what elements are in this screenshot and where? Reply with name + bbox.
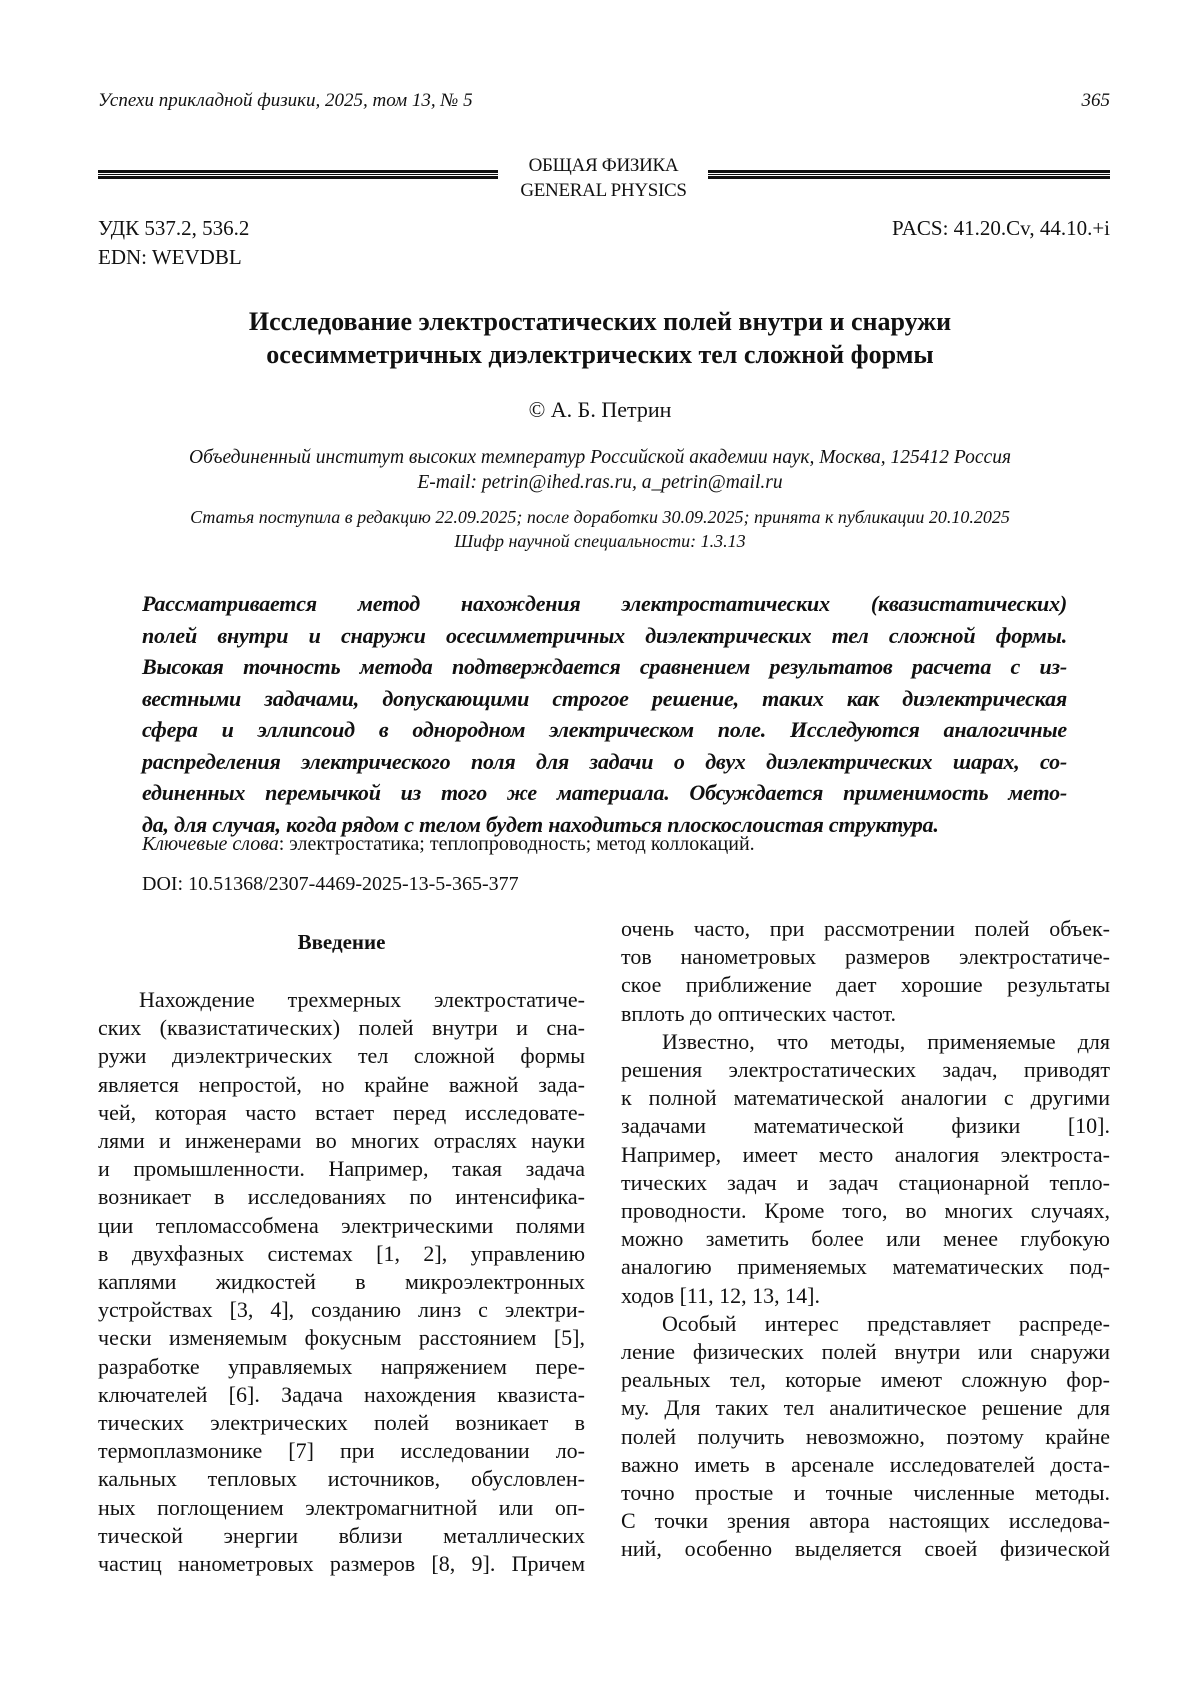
article-title <box>0 305 1200 371</box>
left-column <box>98 986 585 1578</box>
text-line: полей внутри и снаружи осесимметричных диэлектрических тел сложной формы. <box>142 620 1067 652</box>
text-line: точно простые и точные численные методы. <box>621 1479 1110 1507</box>
text-line: сфера и эллипсоид в однородном электрическом поле. Исследуются аналогичные <box>142 714 1067 746</box>
text-line: вестными задачами, допускающими строгое решение, таких как диэлектрическая <box>142 683 1067 715</box>
paragraph <box>621 915 1110 1028</box>
keywords <box>142 833 755 856</box>
text-line: в двухфазных системах [1, 2], управлению <box>98 1240 585 1268</box>
text-line: каплями жидкостей в микроэлектронных <box>98 1268 585 1296</box>
text-line: единенных перемычкой из того же материала. Обсуждается применимость мето- <box>142 777 1067 809</box>
text-line: му. Для таких тел аналитическое решение для <box>621 1394 1110 1422</box>
section-rule-right <box>708 170 1110 179</box>
edn: EDN: WEVDBL <box>98 243 249 272</box>
text-line: Известно, что методы, применяемые для <box>621 1028 1110 1056</box>
text-line: тических задач и задач стационарной тепло- <box>621 1169 1110 1197</box>
udk: УДК 537.2, 536.2 <box>98 214 249 243</box>
text-line: Рассматривается метод нахождения электростатических (квазистатических) <box>142 588 1067 620</box>
text-line: тов нанометровых размеров электростатиче- <box>621 943 1110 971</box>
paragraph <box>621 1028 1110 1310</box>
text-line: ключателей [6]. Задача нахождения квазиста- <box>98 1381 585 1409</box>
text-line: ление физических полей внутри или снаружи <box>621 1338 1110 1366</box>
paragraph <box>621 1310 1110 1564</box>
text-line: Нахождение трехмерных электростатиче- <box>98 986 585 1014</box>
text-line: ское приближение дает хорошие результаты <box>621 971 1110 999</box>
paragraph <box>142 588 1067 840</box>
email-line: E-mail: petrin@ihed.ras.ru, a_petrin@mail.ru <box>0 470 1200 495</box>
section-ru: ОБЩАЯ ФИЗИКА <box>500 153 707 178</box>
text-line: чей, которая часто встает перед исследовате- <box>98 1099 585 1127</box>
title-line: осесимметричных диэлектрических тел сложной формы <box>0 338 1200 371</box>
text-line: Высокая точность метода подтверждается сравнением результатов расчета с из- <box>142 651 1067 683</box>
text-line: очень часто, при рассмотрении полей объек- <box>621 915 1110 943</box>
text-line: ружи диэлектрических тел сложной формы <box>98 1042 585 1070</box>
text-line: ходов [11, 12, 13, 14]. <box>621 1282 1110 1310</box>
doi: DOI: 10.51368/2307-4469-2025-13-5-365-377 <box>142 873 519 896</box>
text-line: С точки зрения автора настоящих исследова- <box>621 1507 1110 1535</box>
text-line: проводности. Кроме того, во многих случаях, <box>621 1197 1110 1225</box>
text-line: разработке управляемых напряжением пере- <box>98 1353 585 1381</box>
text-line: вплоть до оптических частот. <box>621 1000 1110 1028</box>
pacs: PACS: 41.20.Cv, 44.10.+i <box>892 214 1110 243</box>
text-line: к полной математической аналогии с другими <box>621 1084 1110 1112</box>
running-header <box>98 90 1110 112</box>
text-line: ских (квазистатических) полей внутри и сна- <box>98 1014 585 1042</box>
specialty-line: Шифр научной специальности: 1.3.13 <box>0 529 1200 553</box>
text-line: устройствах [3, 4], созданию линз с электри- <box>98 1296 585 1324</box>
section-rule-left <box>98 170 498 179</box>
text-line: Особый интерес представляет распреде- <box>621 1310 1110 1338</box>
text-line: распределения электрического поля для задачи о двух диэлектрических шарах, со- <box>142 746 1067 778</box>
text-line: можно заметить более или менее глубокую <box>621 1225 1110 1253</box>
intro-heading: Введение <box>98 930 585 955</box>
text-line: решения электростатических задач, приводят <box>621 1056 1110 1084</box>
text-line: и промышленности. Например, такая задача <box>98 1155 585 1183</box>
text-line: да, для случая, когда рядом с телом будет находиться плоскослоистая структура. <box>142 809 1067 841</box>
text-line: частиц нанометровых размеров [8, 9]. Причем <box>98 1550 585 1578</box>
text-line: ных поглощением электромагнитной или оп- <box>98 1494 585 1522</box>
text-line: ний, особенно выделяется своей физической <box>621 1535 1110 1563</box>
text-line: является непростой, но крайне важной зада- <box>98 1071 585 1099</box>
dates-line: Статья поступила в редакцию 22.09.2025; после доработки 30.09.2025; принята к публикации 20.10.2025 <box>0 505 1200 529</box>
text-line: кальных тепловых источников, обусловлен- <box>98 1465 585 1493</box>
text-line: полей получить невозможно, поэтому крайне <box>621 1423 1110 1451</box>
article-dates <box>0 505 1200 553</box>
section-label <box>500 153 707 203</box>
text-line: чески изменяемым фокусным расстоянием [5], <box>98 1324 585 1352</box>
text-line: термоплазмонике [7] при исследовании ло- <box>98 1437 585 1465</box>
text-line: задачами математической физики [10]. <box>621 1112 1110 1140</box>
affiliation <box>0 445 1200 495</box>
text-line: аналогию применяемых математических под- <box>621 1253 1110 1281</box>
text-line: лями и инженерами во многих отраслях науки <box>98 1127 585 1155</box>
text-line: тической энергии вблизи металлических <box>98 1522 585 1550</box>
paragraph <box>98 986 585 1578</box>
keywords-text: : электростатика; теплопроводность; метод коллокаций. <box>279 833 755 855</box>
journal-title: Успехи прикладной физики, 2025, том 13, № 5 <box>98 90 473 112</box>
keywords-label: Ключевые слова <box>142 833 279 855</box>
right-column <box>621 915 1110 1564</box>
author: © А. Б. Петрин <box>0 397 1200 423</box>
text-line: реальных тел, которые имеют сложную фор- <box>621 1366 1110 1394</box>
affiliation-line: Объединенный институт высоких температур Российской академии наук, Москва, 125412 Россия <box>0 445 1200 470</box>
page-number: 365 <box>1082 90 1111 112</box>
udk-block <box>98 214 249 272</box>
text-line: возникает в исследованиях по интенсифика- <box>98 1183 585 1211</box>
section-en: GENERAL PHYSICS <box>500 178 707 203</box>
text-line: важно иметь в арсенале исследователей доста- <box>621 1451 1110 1479</box>
title-line: Исследование электростатических полей внутри и снаружи <box>0 305 1200 338</box>
text-line: Например, имеет место аналогия электроста- <box>621 1141 1110 1169</box>
text-line: тических электрических полей возникает в <box>98 1409 585 1437</box>
abstract <box>142 588 1067 840</box>
text-line: ции тепломассобмена электрическими полями <box>98 1212 585 1240</box>
